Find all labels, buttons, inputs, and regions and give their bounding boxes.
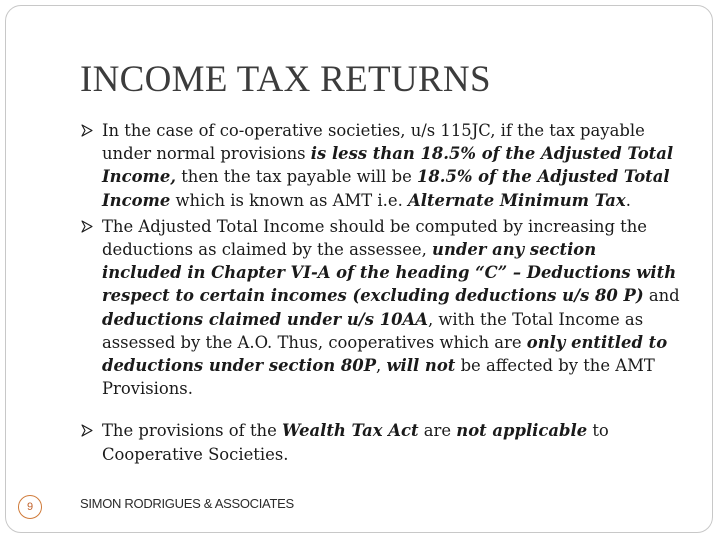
body-text: The Adjusted Total Income should be computed by increasing the deductions as claimed by the assessee, xyxy=(102,216,648,260)
arrow-bullet-icon xyxy=(81,124,93,137)
emphasis-text: under any section included in Chapter VI-A of the heading “C” – Deductions with respect to certain incomes (excluding deductions u/s 80 P) xyxy=(102,240,677,306)
body-text: and xyxy=(643,286,680,306)
slide-title: INCOME TAX RETURNS xyxy=(80,59,491,100)
bullet-item-wealth-tax xyxy=(80,419,680,465)
body-text: to Cooperative Societies. xyxy=(102,421,609,464)
bullet-text xyxy=(102,217,680,398)
emphasis-text: 18.5% of the Adjusted Total Income xyxy=(102,167,670,210)
body-text: then the tax payable will be xyxy=(175,167,417,187)
body-text: The provisions of the xyxy=(102,421,282,441)
body-text: be affected by the AMT Provisions. xyxy=(102,356,655,399)
bullet-item-adjusted-total-income xyxy=(80,215,680,401)
emphasis-text: deductions claimed under u/s 10AA xyxy=(102,309,428,329)
emphasis-text: will not xyxy=(386,356,456,376)
arrow-bullet-icon xyxy=(81,220,93,233)
body-text: which is known as AMT i.e. xyxy=(170,190,409,210)
bullet-list xyxy=(80,119,680,466)
bullet-text xyxy=(102,121,673,210)
page-number-badge: 9 xyxy=(18,495,42,519)
body-text: are xyxy=(418,421,457,441)
emphasis-text: only entitled to deductions under section 80P xyxy=(102,332,668,376)
footer-firm-name: SIMON RODRIGUES & ASSOCIATES xyxy=(80,496,294,511)
emphasis-text: not applicable xyxy=(456,421,588,441)
bullet-text xyxy=(102,421,609,463)
body-text: , xyxy=(376,356,387,376)
body-text: In the case of co-operative societies, u/s 115JC, if the tax payable under normal provisions xyxy=(102,121,645,164)
body-text: . xyxy=(625,190,631,210)
emphasis-text: is less than 18.5% of the Adjusted Total Income, xyxy=(102,144,674,187)
body-text: , with the Total Income as assessed by the A.O. Thus, cooperatives which are xyxy=(102,309,644,352)
arrow-bullet-icon xyxy=(81,424,93,437)
emphasis-text: Wealth Tax Act xyxy=(282,421,419,441)
bullet-item-amt-definition xyxy=(80,119,680,212)
emphasis-text: Alternate Minimum Tax xyxy=(408,190,626,210)
